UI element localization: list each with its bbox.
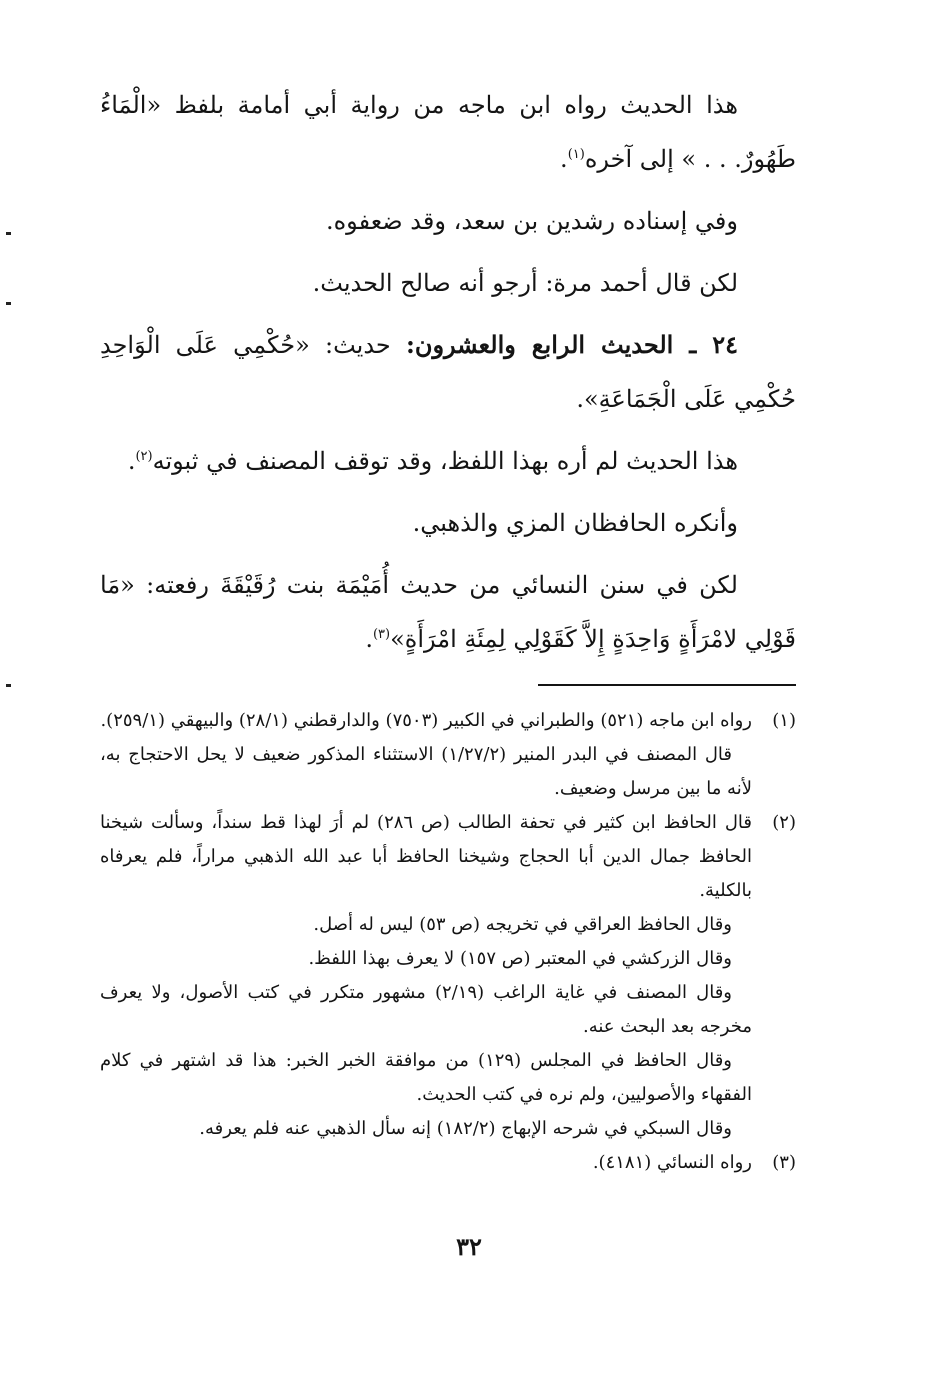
footnote-text: وقال الحافظ العراقي في تخريجه (ص ٥٣) ليس له أصل. bbox=[313, 914, 732, 935]
footnote-text: قال المصنف في البدر المنير (١/٢٧/٢) الاستثناء المذكور ضعيف لا يحل الاحتجاج به، لأنه ما بين مرسل وضعيف. bbox=[100, 744, 752, 799]
punctuation: . bbox=[560, 145, 568, 173]
footnote-separator bbox=[538, 684, 796, 686]
paragraph bbox=[100, 434, 796, 488]
footnote-number: (١) bbox=[772, 710, 796, 731]
hadith-heading: ٢٤ ـ الحديث الرابع والعشرون: bbox=[405, 330, 738, 359]
paragraph-text: لكن في سنن النسائي من حديث أُمَيْمَة بنت رُقَيْقَةَ رفعته: «مَا قَوْلِي لامْرَأَةٍ وَاحِدَةٍ إِلاَّ كَقَوْلِي لِمِئَةِ امْرَأَةٍ» bbox=[100, 571, 796, 653]
paragraph-text: حديث: «حُكْمِي عَلَى الْوَاحِدِ حُكْمِي عَلَى الْجَمَاعَةِ». bbox=[100, 331, 796, 413]
footnotes bbox=[100, 704, 796, 1180]
footnote-text: وقال الحافظ في المجلس (١٢٩) من موافقة الخبر الخبر: هذا قد اشتهر في كلام الفقهاء والأصوليين، ولم نره في كتب الحديث. bbox=[100, 1050, 752, 1105]
book-page bbox=[100, 78, 796, 1378]
margin-mark bbox=[6, 302, 11, 305]
footnote-ref: (٢) bbox=[135, 449, 153, 464]
footnote-number: (٢) bbox=[772, 812, 796, 833]
footnote-text: وقال المصنف في غاية الراغب (٢/١٩) مشهور متكرر في كتب الأصول، ولا يعرف مخرجه بعد البحث عنه. bbox=[100, 982, 752, 1037]
footnote-ref: (٣) bbox=[372, 627, 391, 642]
footnote-text: قال الحافظ ابن كثير في تحفة الطالب (ص ٢٨٦) لم أرَ لهذا قط سنداً، وسألت شيخنا الحافظ جمال الدين أبا الحجاج وشيخنا الحافظ أبا عبد الله الذهبي مراراً، فلم يعرفاه بالكلية. bbox=[100, 812, 752, 901]
paragraph: وأنكره الحافظان المزي والذهبي. bbox=[412, 509, 738, 537]
footnote-text: رواه النسائي (٤١٨١). bbox=[592, 1152, 752, 1173]
footnote-number: (٣) bbox=[772, 1152, 796, 1173]
paragraph: لكن قال أحمد مرة: أرجو أنه صالح الحديث. bbox=[312, 269, 738, 297]
paragraph-text: هذا الحديث رواه ابن ماجه من رواية أبي أمامة بلفظ «الْمَاءُ طَهُورٌ. . . » إلى آخره bbox=[100, 91, 796, 173]
footnote bbox=[100, 1146, 796, 1180]
paragraph bbox=[100, 558, 796, 666]
paragraph-text: هذا الحديث لم أره بهذا اللفظ، وقد توقف المصنف في ثبوته bbox=[152, 447, 738, 475]
footnote bbox=[100, 704, 796, 806]
footnote-ref: (١) bbox=[567, 147, 585, 162]
hadith-heading-paragraph bbox=[100, 318, 796, 426]
page-number: ٣٢ bbox=[456, 1232, 482, 1261]
punctuation: . bbox=[127, 447, 136, 475]
main-text bbox=[100, 78, 796, 666]
footnote-text: وقال الزركشي في المعتبر (ص ١٥٧) لا يعرف بهذا اللفظ. bbox=[308, 948, 732, 969]
punctuation: . bbox=[365, 625, 373, 653]
footnote bbox=[100, 806, 796, 1146]
paragraph: وفي إسناده رشدين بن سعد، وقد ضعفوه. bbox=[325, 207, 738, 235]
margin-mark bbox=[6, 684, 11, 687]
margin-mark bbox=[6, 232, 11, 235]
footnote-text: وقال السبكي في شرحه الإبهاج (١٨٢/٢) إنه سأل الذهبي عنه فلم يعرفه. bbox=[199, 1118, 732, 1139]
footnote-text: رواه ابن ماجه (٥٢١) والطبراني في الكبير (٧٥٠٣) والدارقطني (٢٨/١) والبيهقي (٢٥٩/١). bbox=[100, 710, 752, 731]
paragraph bbox=[100, 78, 796, 186]
